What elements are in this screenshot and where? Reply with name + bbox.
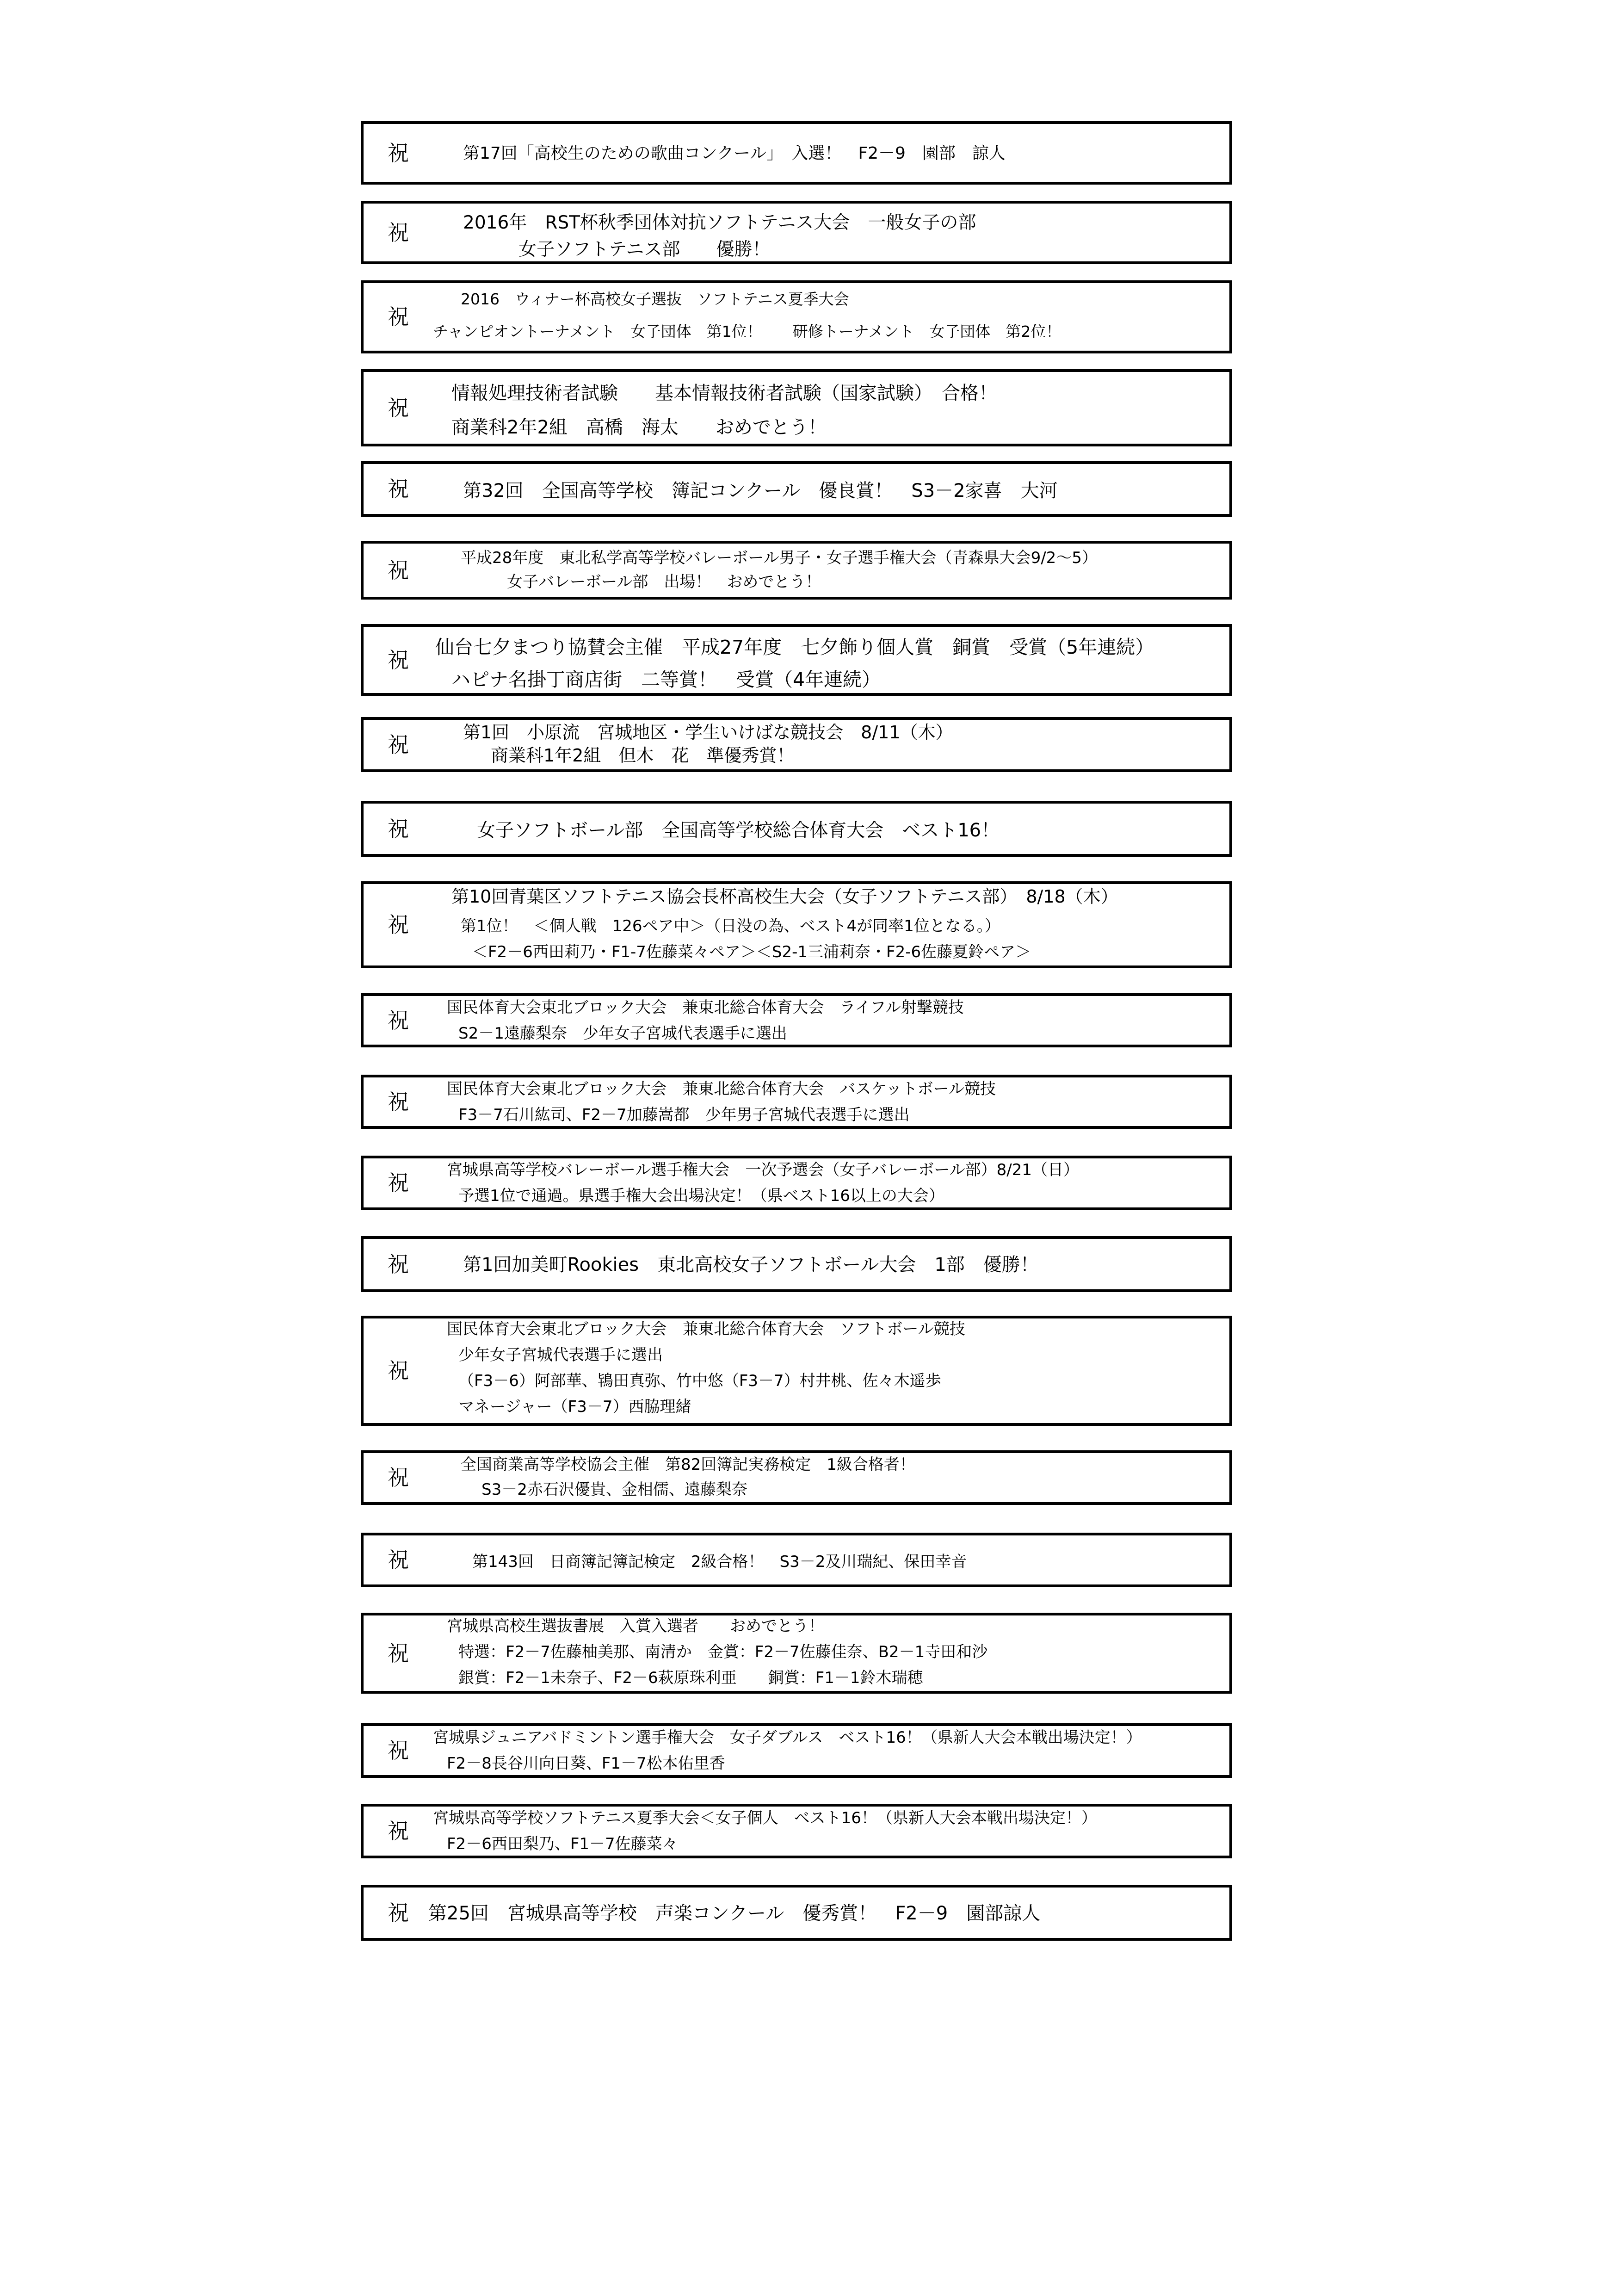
award-text-line: 仙台七夕まつり協賛会主催 平成27年度 七夕飾り個人賞 銅賞 受賞（5年連続） (435, 636, 1154, 658)
award-text-line: チャンピオントーナメント 女子団体 第1位！ 研修トーナメント 女子団体 第2位！ (433, 322, 1061, 340)
award-entry (361, 1450, 1232, 1505)
award-entry (361, 993, 1232, 1047)
congratulations-mark: 祝 (388, 732, 409, 757)
award-text-line: 第32回 全国高等学校 簿記コンクール 優良賞！ S3－2家喜 大河 (463, 480, 1058, 501)
congratulations-mark: 祝 (388, 557, 409, 583)
award-text-line: 第143回 日商簿記簿記検定 2級合格！ S3－2及川瑞紀、保田幸音 (472, 1553, 967, 1571)
award-text-line: 2016 ウィナー杯高校女子選抜 ソフトテニス夏季大会 (461, 290, 849, 308)
award-text-line: S2－1遠藤梨奈 少年女子宮城代表選手に選出 (458, 1024, 787, 1043)
congratulations-mark: 祝 (388, 304, 409, 329)
congratulations-mark: 祝 (388, 1640, 409, 1666)
award-entry (361, 1316, 1232, 1426)
award-text-line: 第10回青葉区ソフトテニス協会長杯高校生大会（女子ソフトテニス部） 8/18（木） (451, 886, 1118, 907)
award-entry (361, 1075, 1232, 1129)
award-text-line: 宮城県高等学校バレーボール選手権大会 一次予選会（女子バレーボール部）8/21（日） (447, 1161, 1079, 1179)
award-text-line: 特選：F2－7佐藤柚美那、南清か 金賞：F2－7佐藤佳奈、B2－1寺田和沙 (458, 1643, 988, 1661)
award-text-line: 国民体育大会東北ブロック大会 兼東北総合体育大会 バスケットボール競技 (447, 1080, 996, 1098)
award-text-line: F2－8長谷川向日葵、F1－7松本佑里香 (447, 1754, 725, 1773)
award-text-line: F2－6西田梨乃、F1－7佐藤菜々 (447, 1835, 678, 1853)
award-entry (361, 121, 1232, 185)
award-text-line: S3－2赤石沢優貴、金相儒、遠藤梨奈 (481, 1480, 747, 1499)
award-entry (361, 1723, 1232, 1778)
congratulations-mark: 祝 (388, 1008, 409, 1033)
award-text-line: 銀賞：F2－1未奈子、F2－6萩原珠利亜 銅賞：F1－1鈴木瑞穂 (458, 1669, 923, 1687)
award-text-line: 国民体育大会東北ブロック大会 兼東北総合体育大会 ソフトボール競技 (447, 1320, 965, 1338)
award-entry (361, 541, 1232, 600)
award-text-line: 宮城県高校生選抜書展 入賞入選者 おめでとう！ (447, 1617, 824, 1635)
award-text-line: 平成28年度 東北私学高等学校バレーボール男子・女子選手権大会（青森県大会9/2～5） (461, 549, 1098, 567)
congratulations-mark: 祝 (388, 1089, 409, 1114)
congratulations-mark: 祝 (388, 1738, 409, 1763)
award-text-line: 第17回「高校生のための歌曲コンクール」 入選！ F2－9 園部 諒人 (463, 144, 1006, 163)
award-entry (361, 1885, 1232, 1941)
award-text-line: 商業科2年2組 高橋 海太 おめでとう！ (451, 417, 827, 438)
award-text-line: 女子バレーボール部 出場！ おめでとう！ (507, 573, 821, 591)
congratulations-mark: 祝 (388, 477, 409, 501)
award-entry (361, 1533, 1232, 1587)
award-text-line: 第1位！ ＜個人戦 126ペア中＞（日没の為、ベスト4が同率1位となる。） (461, 917, 1000, 935)
congratulations-mark: 祝 (388, 1900, 409, 1925)
award-entry (361, 881, 1232, 968)
congratulations-mark: 祝 (388, 220, 409, 245)
award-entry (361, 717, 1232, 772)
award-text-line: 女子ソフトボール部 全国高等学校総合体育大会 ベスト16！ (477, 820, 1000, 841)
congratulations-mark: 祝 (388, 1819, 409, 1844)
congratulations-mark: 祝 (388, 140, 409, 166)
award-text-line: 少年女子宮城代表選手に選出 (458, 1346, 663, 1364)
award-text-line: 全国商業高等学校協会主催 第82回簿記実務検定 1級合格者！ (461, 1455, 915, 1474)
award-text-line: 第25回 宮城県高等学校 声楽コンクール 優秀賞！ F2－9 園部諒人 (428, 1903, 1041, 1924)
award-entry (361, 1613, 1232, 1694)
award-entry (361, 201, 1232, 264)
award-text-line: 第1回 小原流 宮城地区・学生いけばな競技会 8/11（木） (463, 722, 953, 743)
congratulations-mark: 祝 (388, 1465, 409, 1490)
award-entry (361, 1236, 1232, 1292)
congratulations-mark: 祝 (388, 1358, 409, 1383)
award-text-line: 宮城県ジュニアバドミントン選手権大会 女子ダブルス ベスト16！（県新人大会本戦出場決定！） (433, 1728, 1142, 1747)
award-entry (361, 1156, 1232, 1210)
congratulations-mark: 祝 (388, 1547, 409, 1572)
award-entry (361, 369, 1232, 446)
congratulations-mark: 祝 (388, 816, 409, 842)
award-text-line: マネージャー（F3－7）西脇理緒 (458, 1398, 691, 1416)
award-text-line: 予選1位で通過。県選手権大会出場決定！（県ベスト16以上の大会） (458, 1187, 944, 1205)
award-text-line: ハピナ名掛丁商店街 二等賞！ 受賞（4年連続） (451, 668, 881, 691)
award-text-line: ＜F2－6西田莉乃・F1-7佐藤菜々ペア＞＜S2-1三浦莉奈・F2-6佐藤夏鈴ペア＞ (472, 943, 1031, 961)
award-text-line: （F3－6）阿部華、鴇田真弥、竹中悠（F3－7）村井桃、佐々木遥歩 (458, 1372, 941, 1390)
award-entry (361, 1804, 1232, 1858)
award-text-line: 宮城県高等学校ソフトテニス夏季大会＜女子個人 ベスト16！（県新人大会本戦出場決定！） (433, 1809, 1097, 1827)
award-text-line: 2016年 RST杯秋季団体対抗ソフトテニス大会 一般女子の部 (463, 212, 976, 233)
congratulations-mark: 祝 (388, 1251, 409, 1277)
award-text-line: 女子ソフトテニス部 優勝！ (518, 239, 771, 260)
award-text-line: 商業科1年2組 但木 花 準優秀賞！ (491, 745, 795, 766)
award-text-line: 第1回加美町Rookies 東北高校女子ソフトボール大会 1部 優勝！ (463, 1254, 1039, 1275)
award-entry (361, 280, 1232, 353)
award-text-line: F3－7石川紘司、F2－7加藤嵩都 少年男子宮城代表選手に選出 (458, 1106, 910, 1124)
award-entry (361, 801, 1232, 857)
award-entry (361, 461, 1232, 517)
congratulations-mark: 祝 (388, 1170, 409, 1195)
congratulations-mark: 祝 (388, 647, 409, 673)
award-text-line: 情報処理技術者試験 基本情報技術者試験（国家試験） 合格！ (451, 383, 997, 404)
award-text-line: 国民体育大会東北ブロック大会 兼東北総合体育大会 ライフル射撃競技 (447, 998, 964, 1017)
congratulations-mark: 祝 (388, 395, 409, 421)
award-entry (361, 624, 1232, 696)
congratulations-mark: 祝 (388, 912, 409, 937)
